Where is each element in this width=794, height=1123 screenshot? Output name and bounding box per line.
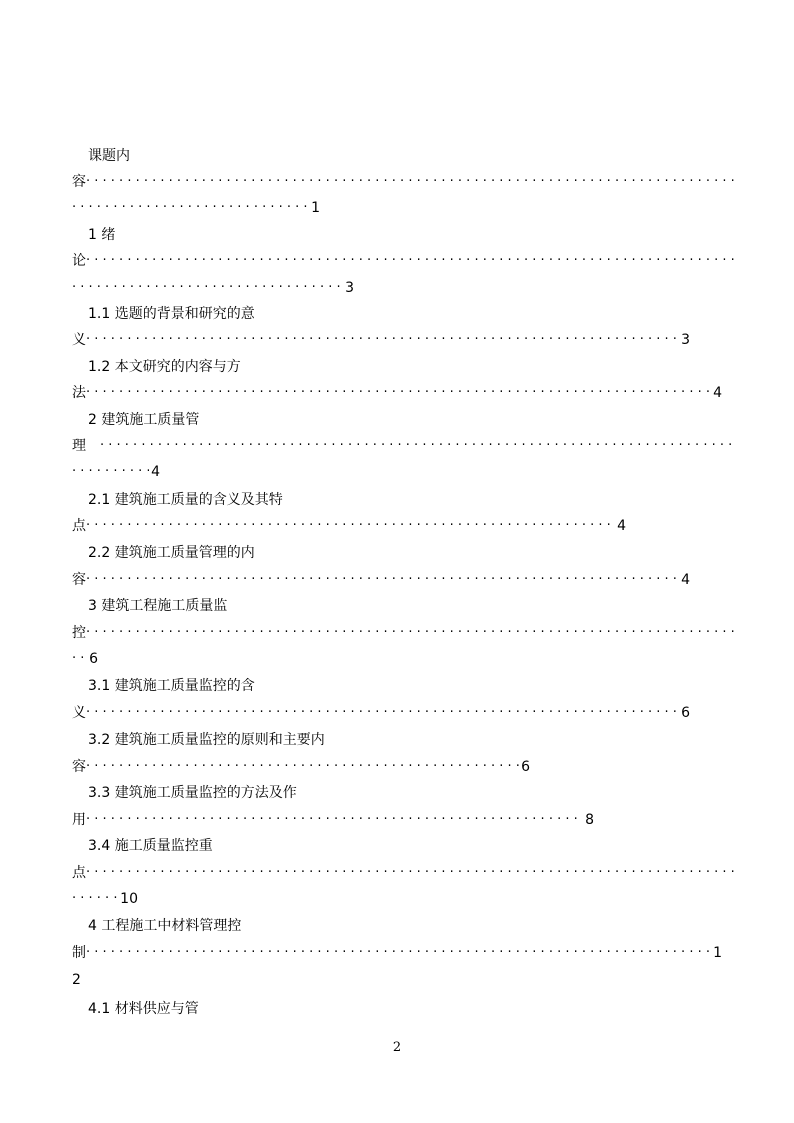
toc-tail-4: 法	[72, 385, 86, 401]
toc-leader-1	[72, 169, 734, 195]
toc-leader-8b	[72, 646, 98, 672]
toc-leader-2b	[72, 275, 354, 301]
dot-leader	[72, 886, 118, 912]
toc-tail-13: 制	[72, 945, 86, 961]
toc-title-7: 2.2 建筑施工质量管理的内	[88, 545, 255, 561]
toc-tail-1: 容	[72, 174, 86, 190]
toc-tail-2: 论	[72, 253, 86, 269]
toc-page-5: 4	[151, 464, 160, 480]
toc-tail-11: 用	[72, 812, 86, 828]
toc-page-13: 1	[713, 945, 722, 961]
toc-page-2: 3	[345, 280, 354, 296]
dot-leader	[72, 195, 309, 221]
toc-title-10: 3.2 建筑施工质量监控的原则和主要内	[88, 732, 325, 748]
toc-leader-12b	[72, 886, 138, 912]
toc-leader-11	[72, 807, 594, 833]
toc-page-13-wrap: 2	[72, 972, 81, 988]
dot-leader	[86, 380, 711, 406]
dot-leader	[86, 620, 734, 646]
toc-tail-10: 容	[72, 759, 86, 775]
page-number: 2	[392, 1040, 402, 1055]
toc-leader-13	[72, 940, 722, 966]
dot-leader	[86, 513, 615, 539]
dot-leader	[86, 567, 679, 593]
toc-tail-6: 点	[72, 518, 86, 534]
toc-leader-9	[72, 700, 690, 726]
toc-title-3: 1.1 选题的背景和研究的意	[88, 306, 255, 322]
toc-leader-7	[72, 567, 690, 593]
dot-leader	[100, 433, 734, 459]
toc-page-9: 6	[681, 705, 690, 721]
toc-leader-5	[72, 433, 734, 459]
toc-leader-6	[72, 513, 626, 539]
toc-page-3: 3	[681, 332, 690, 348]
toc-page-8: 6	[89, 651, 98, 667]
dot-leader	[72, 459, 149, 485]
toc-tail-9: 义	[72, 705, 86, 721]
toc-leader-3	[72, 327, 690, 353]
dot-leader	[86, 860, 734, 886]
dot-leader	[86, 327, 679, 353]
toc-title-2: 1 绪	[88, 227, 116, 243]
dot-leader	[86, 248, 734, 274]
toc-title-6: 2.1 建筑施工质量的含义及其特	[88, 492, 283, 508]
toc-title-1: 课题内	[88, 148, 130, 164]
toc-title-13: 4 工程施工中材料管理控	[88, 918, 242, 934]
toc-leader-12	[72, 860, 734, 886]
toc-leader-10	[72, 754, 530, 780]
toc-title-12: 3.4 施工质量监控重	[88, 838, 213, 854]
toc-title-14: 4.1 材料供应与管	[88, 1001, 199, 1017]
toc-page-6: 4	[617, 518, 626, 534]
dot-leader	[86, 700, 679, 726]
toc-leader-8	[72, 620, 734, 646]
toc-leader-1b	[72, 195, 320, 221]
dot-leader	[86, 169, 734, 195]
toc-page-7: 4	[681, 572, 690, 588]
dot-leader	[86, 754, 519, 780]
toc-tail-7: 容	[72, 572, 86, 588]
toc-page-1: 1	[311, 200, 320, 216]
toc-page-12: 10	[120, 891, 138, 907]
dot-leader	[72, 275, 343, 301]
toc-tail-5: 理	[72, 438, 86, 454]
toc-leader-5b	[72, 459, 160, 485]
dot-leader	[86, 807, 583, 833]
toc-tail-8: 控	[72, 625, 86, 641]
toc-title-8: 3 建筑工程施工质量监	[88, 598, 228, 614]
dot-leader	[86, 940, 711, 966]
toc-page-10: 6	[521, 759, 530, 775]
toc-title-5: 2 建筑施工质量管	[88, 412, 200, 428]
toc-tail-12: 点	[72, 865, 86, 881]
toc-page-11: 8	[585, 812, 594, 828]
toc-page-4: 4	[713, 385, 722, 401]
toc-leader-2	[72, 248, 734, 274]
toc-leader-4	[72, 380, 722, 406]
toc-title-4: 1.2 本文研究的内容与方	[88, 359, 241, 375]
toc-tail-3: 义	[72, 332, 86, 348]
toc-title-9: 3.1 建筑施工质量监控的含	[88, 678, 255, 694]
dot-leader	[72, 646, 87, 672]
toc-title-11: 3.3 建筑施工质量监控的方法及作	[88, 785, 297, 801]
